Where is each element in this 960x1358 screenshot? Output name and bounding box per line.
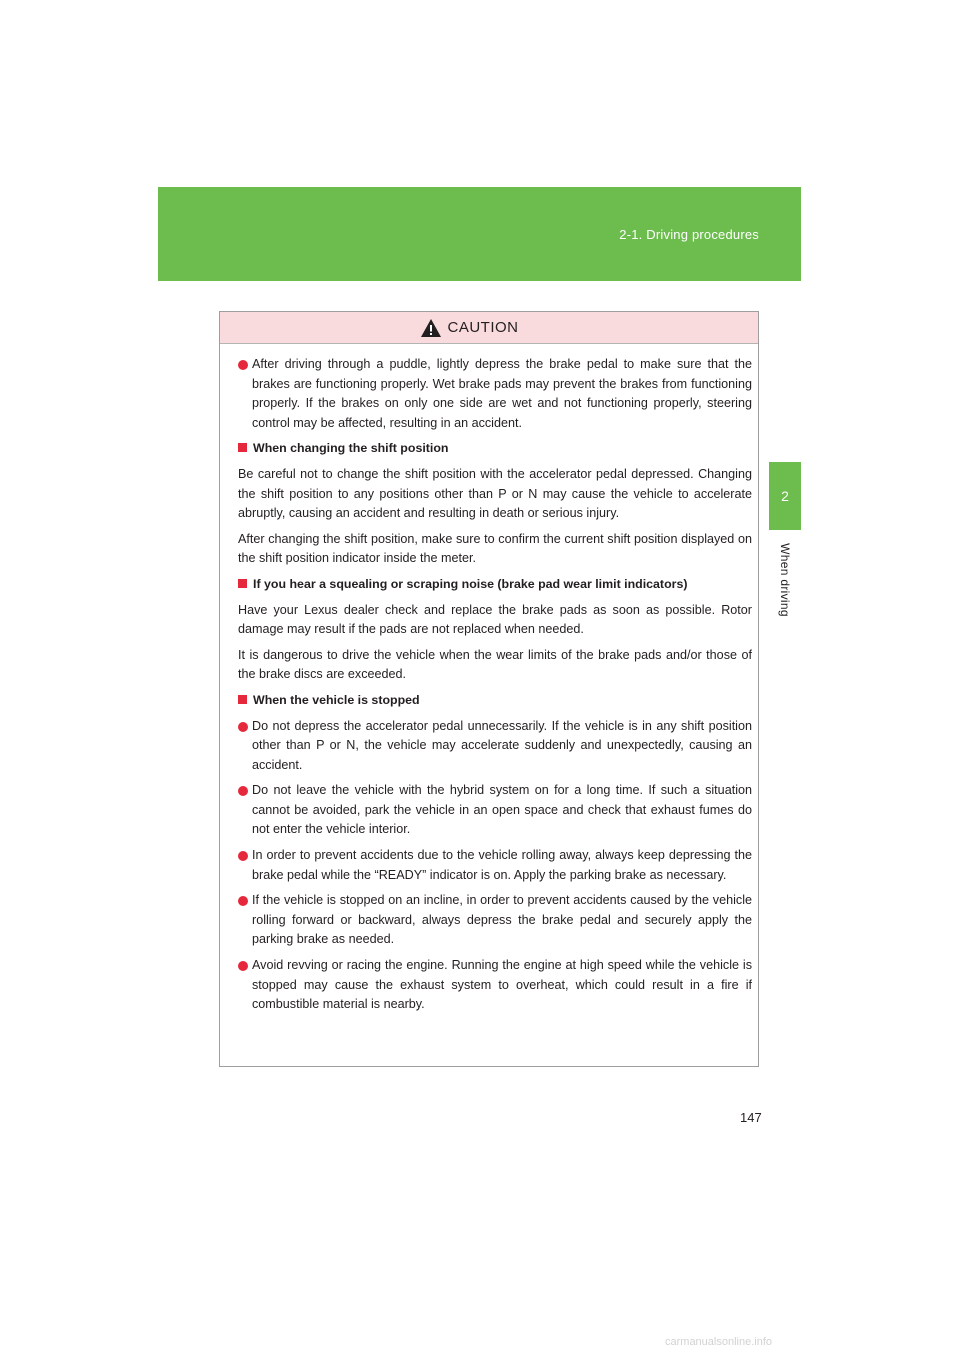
list-item: Avoid revving or racing the engine. Running the engine at high speed while the vehicle is stopped may cause the exhaust system to overheat, which could result in a fire if combustible material is nearby. [238, 956, 752, 1015]
bullet-text: After driving through a puddle, lightly depress the brake pedal to make sure that the brakes are functioning properly. Wet brake pads may prevent the brakes from functioning properly. If the brakes on only one side are wet and not functioning properly, steering control may be affected, resulting in an accident. [252, 357, 752, 430]
list-item: Do not depress the accelerator pedal unnecessarily. If the vehicle is in any shift position other than P or N, the vehicle may accelerate suddenly and unexpectedly, causing an accident. [238, 717, 752, 776]
list-item: In order to prevent accidents due to the vehicle rolling away, always keep depressing the brake pedal while the “READY” indicator is on. Apply the parking brake as necessary. [238, 846, 752, 885]
section-heading: When the vehicle is stopped [220, 691, 752, 711]
chapter-tab [769, 462, 801, 530]
bullet-dot-icon [238, 786, 248, 796]
warning-triangle-icon [420, 318, 442, 338]
caution-box [219, 311, 759, 1067]
paragraph: After changing the shift position, make sure to confirm the current shift position displayed on the shift position indicator inside the meter. [238, 531, 752, 566]
bullet-dot-icon [238, 896, 248, 906]
paragraph: Be careful not to change the shift position with the accelerator pedal depressed. Changing the shift position to any positions other than P or N may cause the vehicle to accelerate abruptly, causing an accident and resulting in death or serious injury. [238, 466, 752, 521]
caution-body [220, 344, 758, 1015]
paragraph: It is dangerous to drive the vehicle when the wear limits of the brake pads and/or those of the brake discs are exceeded. [238, 647, 752, 682]
chapter-label: When driving [778, 543, 792, 617]
list-item: Do not leave the vehicle with the hybrid system on for a long time. If such a situation cannot be avoided, park the vehicle in an open space and check that exhaust fumes do not enter the vehicle interior. [238, 781, 752, 840]
section-title: 2-1. Driving procedures [619, 227, 759, 242]
square-bullet-icon [238, 695, 247, 704]
caution-header [220, 312, 758, 344]
square-bullet-icon [238, 443, 247, 452]
page-number: 147 [740, 1110, 762, 1125]
watermark: carmanualsonline.info [665, 1336, 773, 1348]
section-heading: When changing the shift position [220, 439, 752, 459]
square-bullet-icon [238, 579, 247, 588]
section-heading: If you hear a squealing or scraping noise (brake pad wear limit indicators) [220, 575, 752, 595]
header-band [158, 187, 801, 281]
bullet-dot-icon [238, 722, 248, 732]
paragraph: Have your Lexus dealer check and replace the brake pads as soon as possible. Rotor damage may result if the pads are not replaced when needed. [238, 602, 752, 637]
caution-label: CAUTION [447, 319, 519, 336]
chapter-number: 2 [781, 488, 789, 504]
bullet-dot-icon [238, 360, 248, 370]
bullet-list [238, 717, 752, 1015]
bullet-dot-icon [238, 851, 248, 861]
intro-bullet [238, 355, 752, 433]
list-item: If the vehicle is stopped on an incline, in order to prevent accidents caused by the vehicle rolling forward or backward, always depress the brake pedal and securely apply the parking brake as needed. [238, 891, 752, 950]
bullet-dot-icon [238, 961, 248, 971]
